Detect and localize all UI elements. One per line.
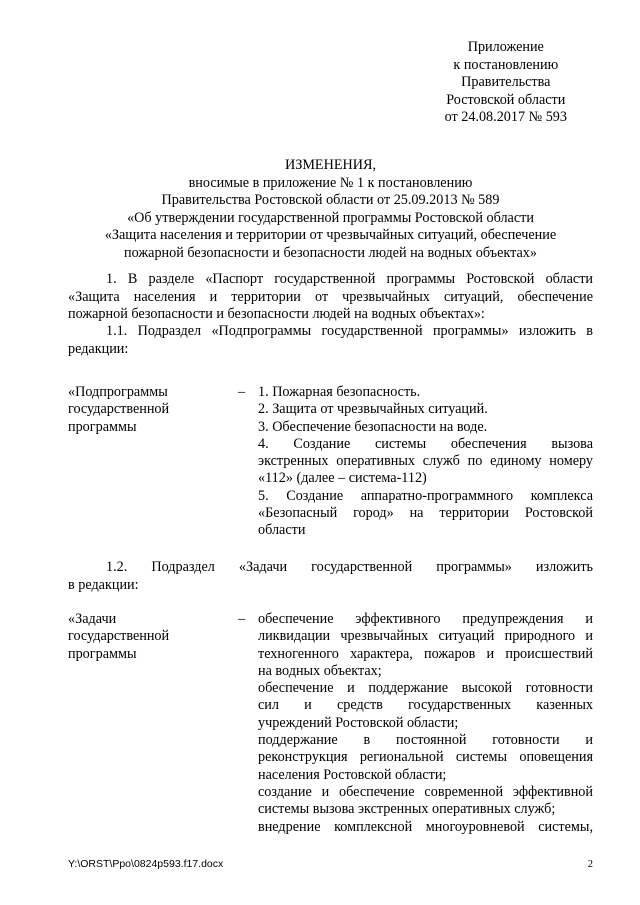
document-title: ИЗМЕНЕНИЯ,	[284, 157, 377, 173]
paragraph-line: 1.2. Подраздел «Задачи государственной программы» изложить	[106, 559, 593, 575]
task-line: системы вызова экстренных оперативных служб;	[258, 801, 556, 818]
subprogram-item: 5. Создание аппаратно-программного комплекса	[258, 487, 593, 504]
paragraph-line: 1. В разделе «Паспорт государственной программы Ростовской области	[106, 271, 593, 287]
subprogram-item: 2. Защита от чрезвычайных ситуаций.	[258, 401, 488, 418]
task-line: техногенного характера, пожаров и происшествий	[258, 645, 593, 662]
subprograms-label	[68, 384, 228, 436]
task-line: реконструкция региональной системы оповещения	[258, 749, 593, 766]
file-path-footer: Y:\ORST\Ppo\0824p593.f17.docx	[68, 858, 224, 870]
task-line: сил и средств государственных казенных	[258, 697, 593, 714]
tasks-block	[68, 611, 593, 841]
label-line: «Задачи	[68, 611, 117, 627]
label-line: государственной	[68, 401, 170, 418]
label-line: программы	[68, 418, 137, 435]
appendix-line: Правительства	[461, 74, 551, 90]
task-line: на водных объектах;	[258, 662, 382, 679]
section-1-1-paragraph	[68, 323, 593, 358]
paragraph-line: в редакции:	[68, 576, 139, 593]
appendix-line: к постановлению	[453, 56, 559, 73]
appendix-line: Ростовской области	[446, 91, 566, 108]
section-1-paragraph	[68, 271, 593, 324]
tasks-label	[68, 611, 228, 663]
subprogram-item: «112» (далее – система-112)	[258, 470, 427, 487]
dash-separator: –	[238, 384, 246, 400]
heading-line: Правительства Ростовской области от 25.09.2013 № 589	[161, 192, 500, 208]
heading-line: «Об утверждении государственной программы Ростовской области	[127, 209, 534, 226]
appendix-line: Приложение	[467, 39, 544, 55]
paragraph-line: редакции:	[68, 340, 129, 357]
heading-line: «Защита населения и территории от чрезвычайных ситуаций, обеспечение	[104, 227, 557, 243]
paragraph-line: «Защита населения и территории от чрезвычайных ситуаций, обеспечение	[68, 288, 593, 305]
tasks-list	[258, 611, 593, 836]
task-line: внедрение комплексной многоуровневой системы,	[258, 818, 593, 835]
task-line: поддержание в постоянной готовности и	[258, 732, 593, 749]
section-1-2-paragraph	[68, 559, 593, 594]
page-number: 2	[587, 859, 593, 870]
subprogram-item: 3. Обеспечение безопасности на воде.	[258, 418, 488, 435]
appendix-header	[445, 39, 567, 127]
label-line: «Подпрограммы	[68, 384, 168, 400]
paragraph-line: пожарной безопасности и безопасности людей на водных объектах»:	[68, 306, 485, 322]
task-line: учреждений Ростовской области;	[258, 714, 459, 731]
subprogram-item: экстренных оперативных служб по единому номеру	[258, 453, 593, 470]
subprogram-item: 1. Пожарная безопасность.	[258, 384, 421, 400]
task-line: населения Ростовской области;	[258, 766, 447, 783]
task-line: создание и обеспечение современной эффективной	[258, 783, 593, 800]
task-line: обеспечение эффективного предупреждения и	[258, 611, 593, 627]
subprogram-item: «Безопасный город» на территории Ростовской	[258, 505, 593, 522]
task-line: обеспечение и поддержание высокой готовности	[258, 680, 593, 697]
subprogram-item: 4. Создание системы обеспечения вызова	[258, 435, 593, 452]
subprograms-block	[68, 384, 593, 544]
heading-line: пожарной безопасности и безопасности людей на водных объектах»	[124, 244, 537, 261]
heading-line: вносимые в приложение № 1 к постановлению	[188, 174, 473, 191]
dash-separator: –	[238, 611, 246, 627]
subprogram-item: области	[258, 522, 306, 539]
paragraph-line: 1.1. Подраздел «Подпрограммы государственной программы» изложить в	[106, 323, 593, 339]
appendix-line: от 24.08.2017 № 593	[444, 109, 567, 125]
label-line: программы	[68, 645, 137, 662]
task-line: ликвидации чрезвычайных ситуаций природного и	[258, 628, 593, 645]
document-heading	[68, 157, 593, 262]
label-line: государственной	[68, 628, 170, 645]
subprograms-list	[258, 384, 593, 540]
